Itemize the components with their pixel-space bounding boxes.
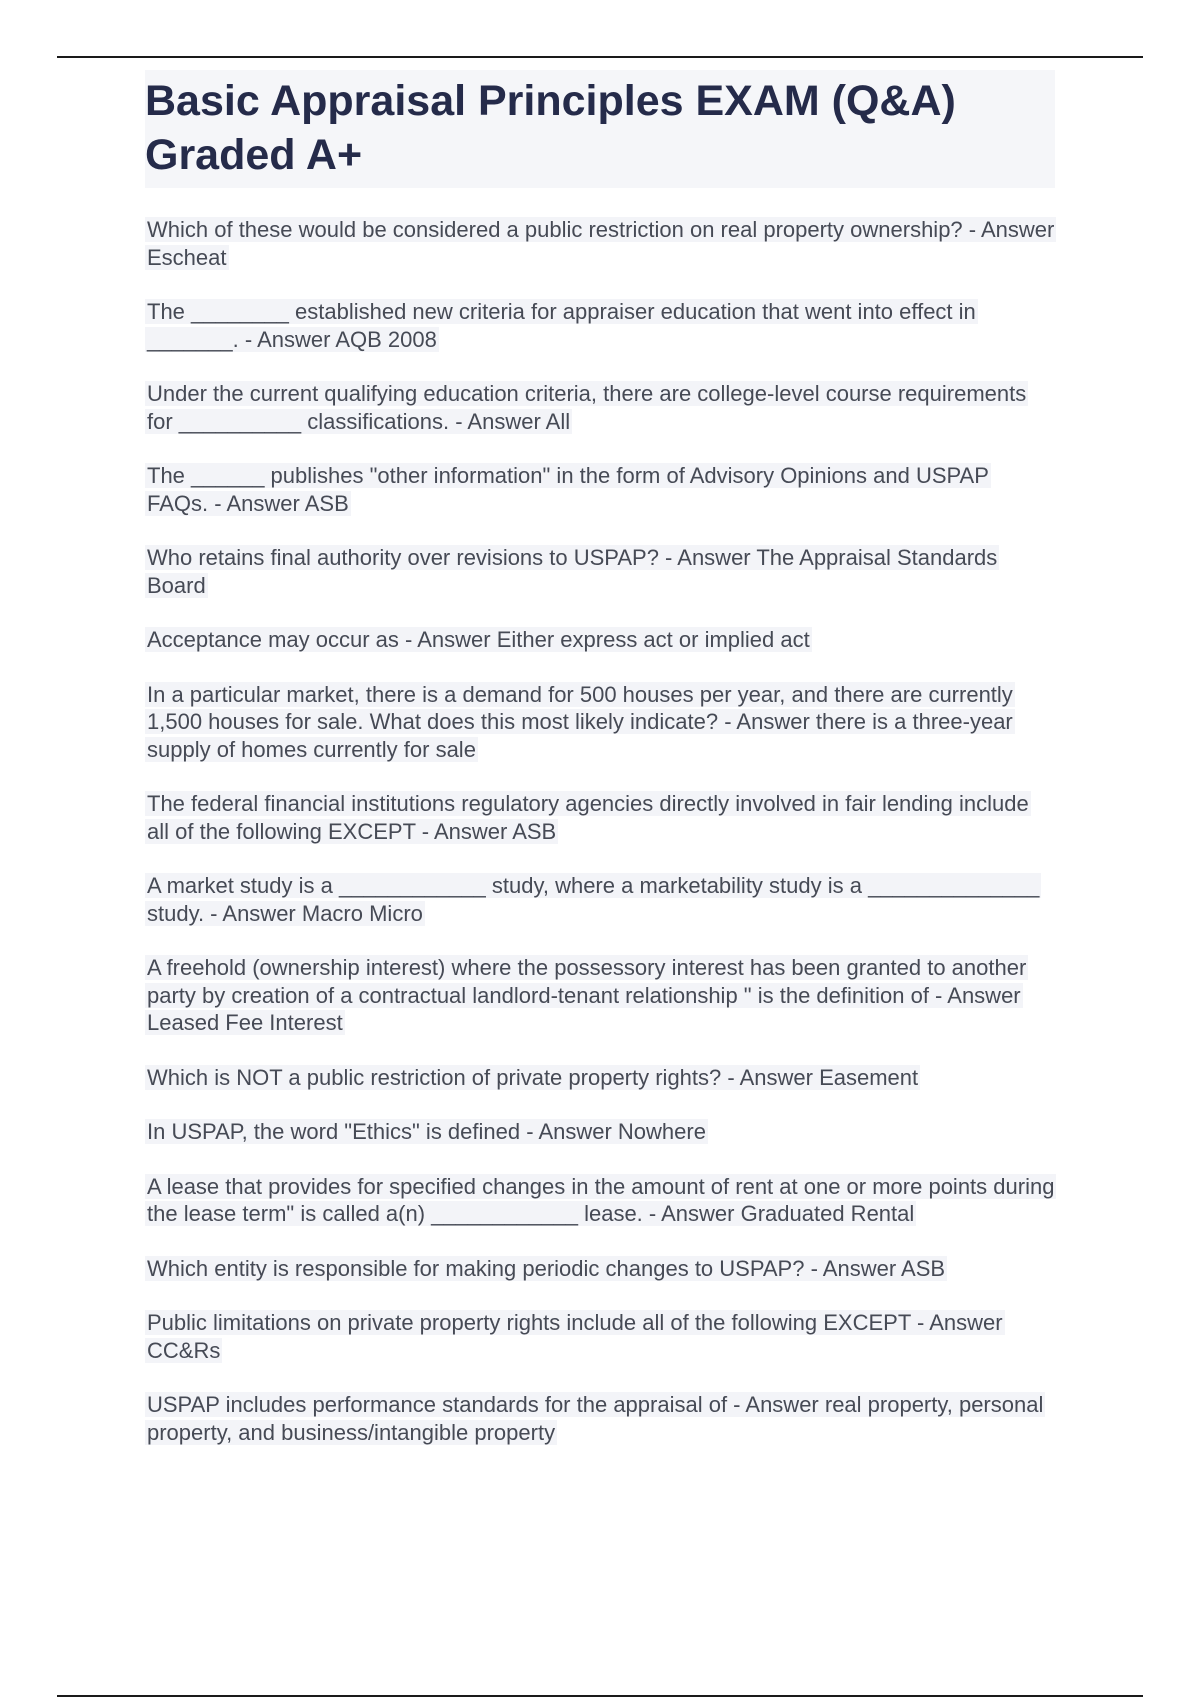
qa-item: [145, 872, 1055, 927]
qa-text: Which is NOT a public restriction of private property rights? - Answer Easement: [147, 1064, 919, 1090]
qa-item: [145, 626, 1055, 654]
qa-item: [145, 380, 1055, 435]
qa-item: [145, 544, 1055, 599]
qa-item: [145, 681, 1055, 764]
qa-text: Acceptance may occur as - Answer Either express act or implied act: [147, 627, 810, 652]
qa-item: [145, 298, 1055, 353]
document-body: [145, 70, 1055, 1473]
qa-item: [145, 1309, 1055, 1364]
qa-item: [145, 1255, 1055, 1283]
qa-text: The ______ publishes "other information" in the form of Advisory Opinions and USPAP FAQs. - Answer ASB: [147, 463, 989, 516]
bottom-divider: [57, 1695, 1143, 1697]
document-title: Basic Appraisal Principles EXAM (Q&A) Graded A+: [145, 70, 1055, 188]
top-divider: [57, 56, 1143, 58]
qa-text: The ________ established new criteria for appraiser education that went into effect in _______. - Answer AQB 2008: [147, 299, 976, 352]
qa-text: The federal financial institutions regulatory agencies directly involved in fair lending include all of the following EXCEPT - Answer ASB: [147, 791, 1029, 844]
qa-item: [145, 1064, 1055, 1092]
qa-text: Which entity is responsible for making periodic changes to USPAP? - Answer ASB: [147, 1255, 946, 1281]
qa-item: [145, 216, 1055, 271]
qa-item: [145, 1173, 1055, 1228]
qa-text: In USPAP, the word "Ethics" is defined - Answer Nowhere: [147, 1119, 706, 1144]
qa-text: In a particular market, there is a demand for 500 houses per year, and there are currently 1,500 houses for sale. What does this most likely indicate? - Answer there is a three-year supply of homes currently for sale: [147, 681, 1013, 762]
qa-text: A lease that provides for specified changes in the amount of rent at one or more points during the lease term" is called a(n) ____________ lease. - Answer Graduated Rental: [147, 1173, 1055, 1226]
qa-item: [145, 1118, 1055, 1146]
qa-text: A market study is a ____________ study, where a marketability study is a ______________ study. - Answer Macro Micro: [147, 873, 1040, 926]
qa-item: [145, 790, 1055, 845]
qa-text: Who retains final authority over revisions to USPAP? - Answer The Appraisal Standards Board: [147, 545, 998, 598]
qa-item: [145, 462, 1055, 517]
qa-text: Which of these would be considered a public restriction on real property ownership? - Answer Escheat: [147, 217, 1055, 270]
qa-text: USPAP includes performance standards for the appraisal of - Answer real property, personal property, and business/intangible property: [147, 1392, 1044, 1445]
qa-item: [145, 1391, 1055, 1446]
qa-text: Under the current qualifying education criteria, there are college-level course requirements for __________ classifications. - Answer All: [147, 381, 1027, 434]
qa-text: Public limitations on private property rights include all of the following EXCEPT - Answer CC&Rs: [147, 1310, 1003, 1363]
qa-item: [145, 954, 1055, 1037]
qa-list: [145, 216, 1055, 1446]
qa-text: A freehold (ownership interest) where the possessory interest has been granted to another party by creation of a contractual landlord-tenant relationship " is the definition of - Answer Leased Fee Interest: [147, 955, 1027, 1035]
